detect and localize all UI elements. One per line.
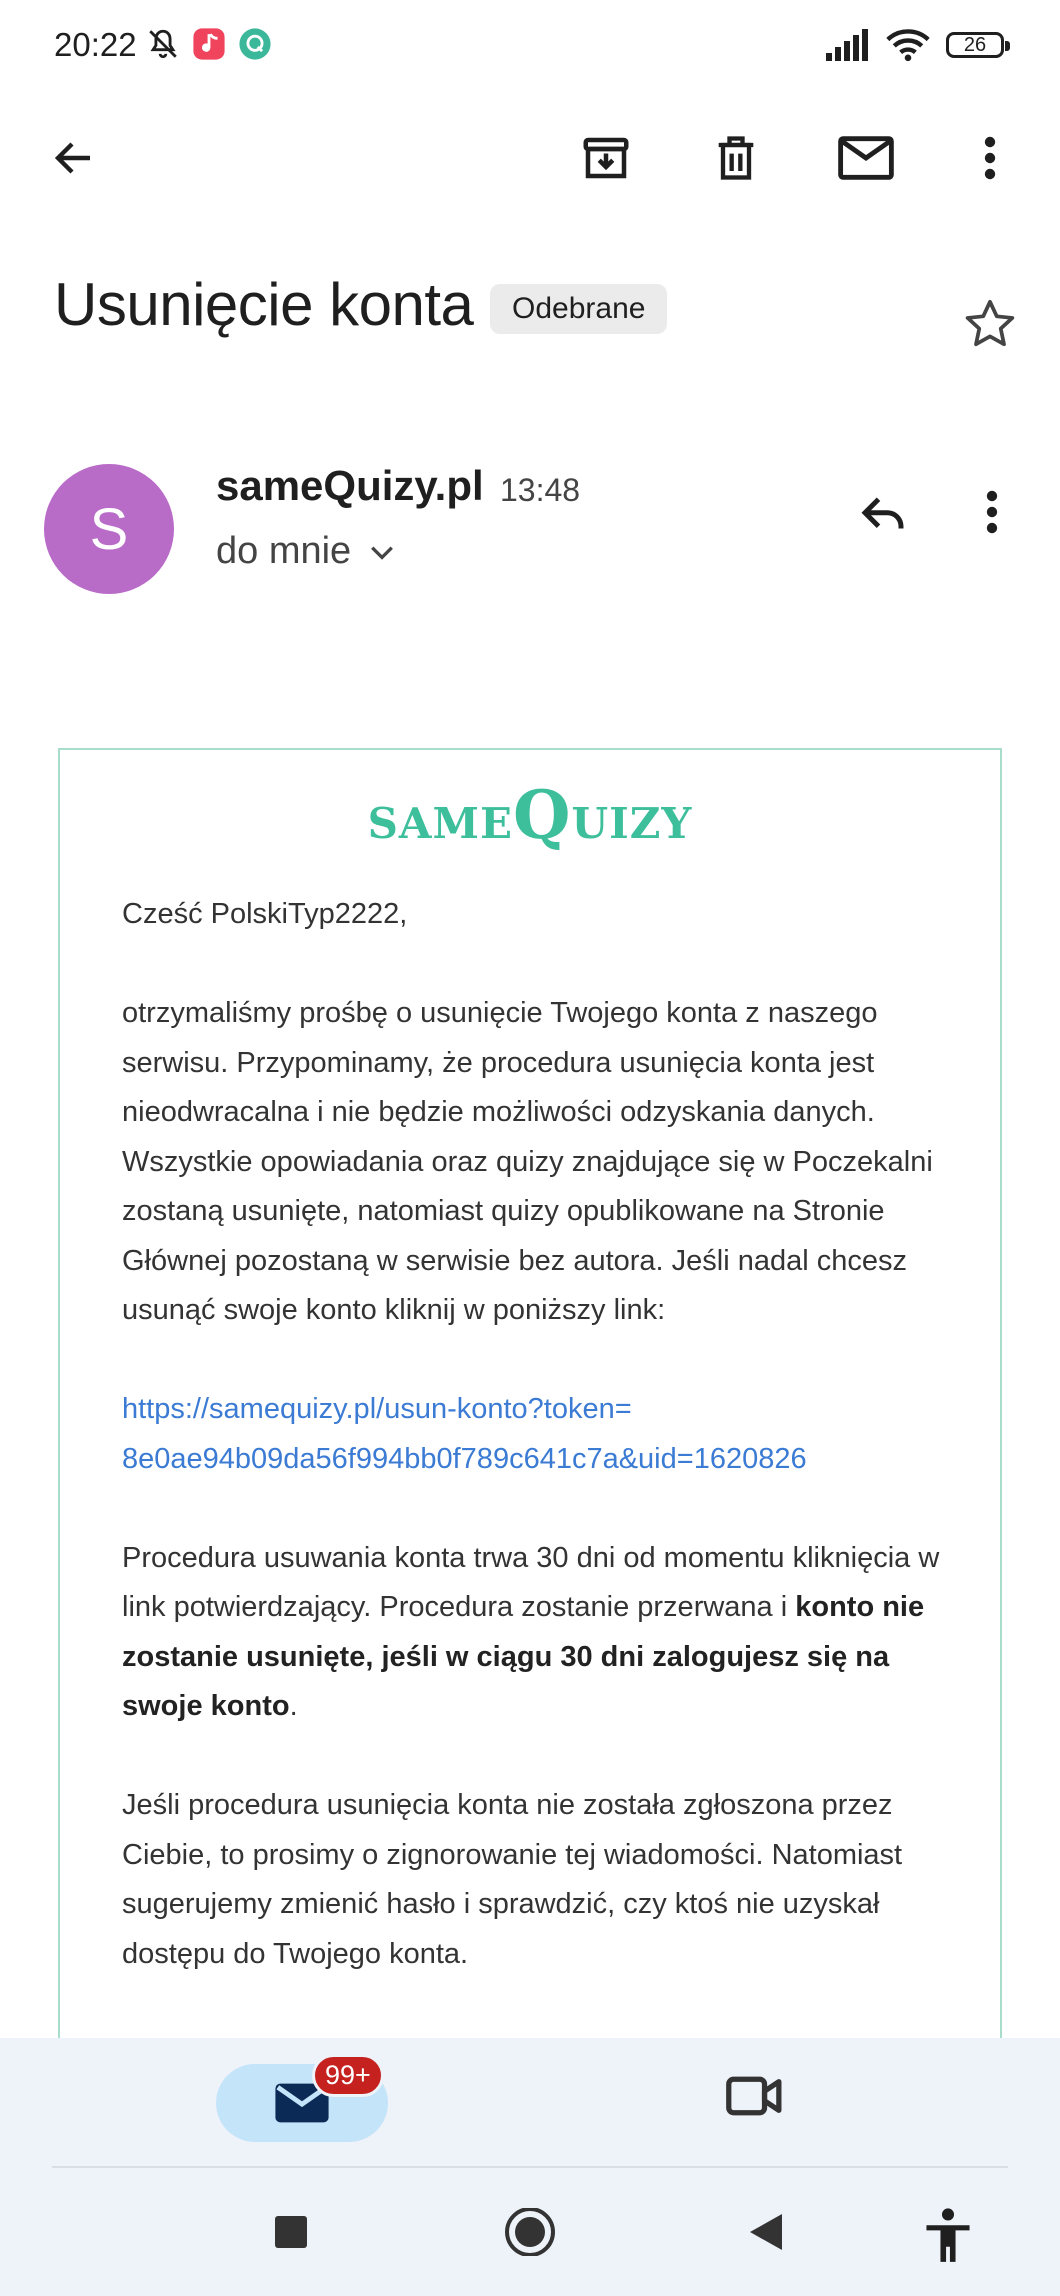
recipient-details[interactable]: [216, 530, 395, 573]
system-back-button[interactable]: [748, 2208, 784, 2256]
accessibility-button[interactable]: [922, 2208, 974, 2264]
more-vert-icon: [982, 134, 998, 182]
body-paragraph-1: otrzymaliśmy prośbę o usunięcie Twojego konta z naszego serwisu. Przypominamy, że procedura usunięcia konta jest nieodwracalna i nie będzie możliwości odzyskania danych. Wszystkie opowiadania oraz quizy znajdujące się w Poczekalni zostaną usunięte, natomiast quizy opublikowane na Stronie Głównej pozostaną w serwisie bez autora. Jeśli nadal chcesz usunąć swoje konto kliknij w poniższy link:: [122, 997, 933, 1326]
signal-icon: [824, 29, 870, 61]
status-time: 20:22: [54, 26, 137, 63]
body-paragraph-3: Jeśli procedura usunięcia konta nie została zgłoszona przez Ciebie, to prosimy o zignorowanie tej wiadomości. Natomiast sugerujemy zmienić hasło i sprawdzić, czy ktoś nie uzyskał dostępu do Twojego konta.: [122, 1789, 903, 1970]
recents-button[interactable]: [274, 2208, 308, 2256]
music-app-icon: [192, 27, 226, 61]
home-icon: [504, 2208, 556, 2256]
bell-off-icon: [146, 27, 180, 61]
delete-account-link-block: [122, 1385, 942, 1484]
nav-divider: [52, 2166, 1008, 2168]
star-icon: [962, 296, 1018, 352]
battery-icon: 26: [946, 32, 1004, 58]
message-more-button[interactable]: [984, 488, 1000, 536]
sender-avatar[interactable]: S: [44, 464, 174, 594]
status-system-icons: [824, 28, 1004, 62]
samequizy-logo: SAMEQUIZY: [367, 776, 693, 854]
email-subject: Usunięcie konta: [54, 271, 474, 338]
reply-icon: [856, 488, 910, 542]
bold-warning: konto nie zostanie usunięte, jeśli w ciągu 30 dni zalogujesz się na swoje konto: [122, 1591, 925, 1722]
back-arrow-icon: [50, 134, 98, 182]
back-icon: [748, 2208, 784, 2256]
video-icon: [724, 2072, 786, 2120]
star-button[interactable]: [962, 296, 1018, 352]
sender-name: sameQuizy.pl: [216, 462, 484, 509]
delete-icon: [710, 132, 762, 184]
recents-icon: [274, 2208, 308, 2256]
reply-button[interactable]: [856, 488, 910, 542]
inbox-label-chip[interactable]: Odebrane: [490, 284, 667, 334]
email-time: 13:48: [500, 472, 581, 508]
recipient-label: do mnie: [216, 530, 352, 572]
archive-button[interactable]: [574, 126, 638, 190]
mark-unread-button[interactable]: [834, 126, 898, 190]
mark-unread-icon: [837, 133, 895, 183]
q-app-icon: [238, 27, 272, 61]
unread-count-badge: 99+: [312, 2054, 384, 2097]
chevron-down-icon: [369, 543, 395, 561]
email-content: [122, 890, 942, 2029]
email-body-card: [58, 748, 1002, 2148]
delete-account-link[interactable]: https://samequizy.pl/usun-konto?token= 8e0ae94b09da56f994bb0f789c641c7a&uid=1620826: [122, 1393, 807, 1475]
accessibility-icon: [922, 2208, 974, 2264]
more-vert-icon: [984, 488, 1000, 536]
back-button[interactable]: [42, 126, 106, 190]
status-notification-icons: [146, 27, 272, 61]
home-button[interactable]: [504, 2208, 556, 2256]
delete-button[interactable]: [704, 126, 768, 190]
greeting: Cześć PolskiTyp2222,: [122, 898, 408, 930]
body-paragraph-2: Procedura usuwania konta trwa 30 dni od momentu kliknięcia w link potwierdzający. Procedura zostanie przerwana i konto nie zostanie usunięte, jeśli w ciągu 30 dni zalogujesz się na swoje konto.: [122, 1541, 940, 1722]
meet-tab[interactable]: [724, 2072, 786, 2120]
archive-icon: [579, 131, 633, 185]
more-options-button[interactable]: [958, 126, 1022, 190]
wifi-icon: [886, 28, 930, 62]
